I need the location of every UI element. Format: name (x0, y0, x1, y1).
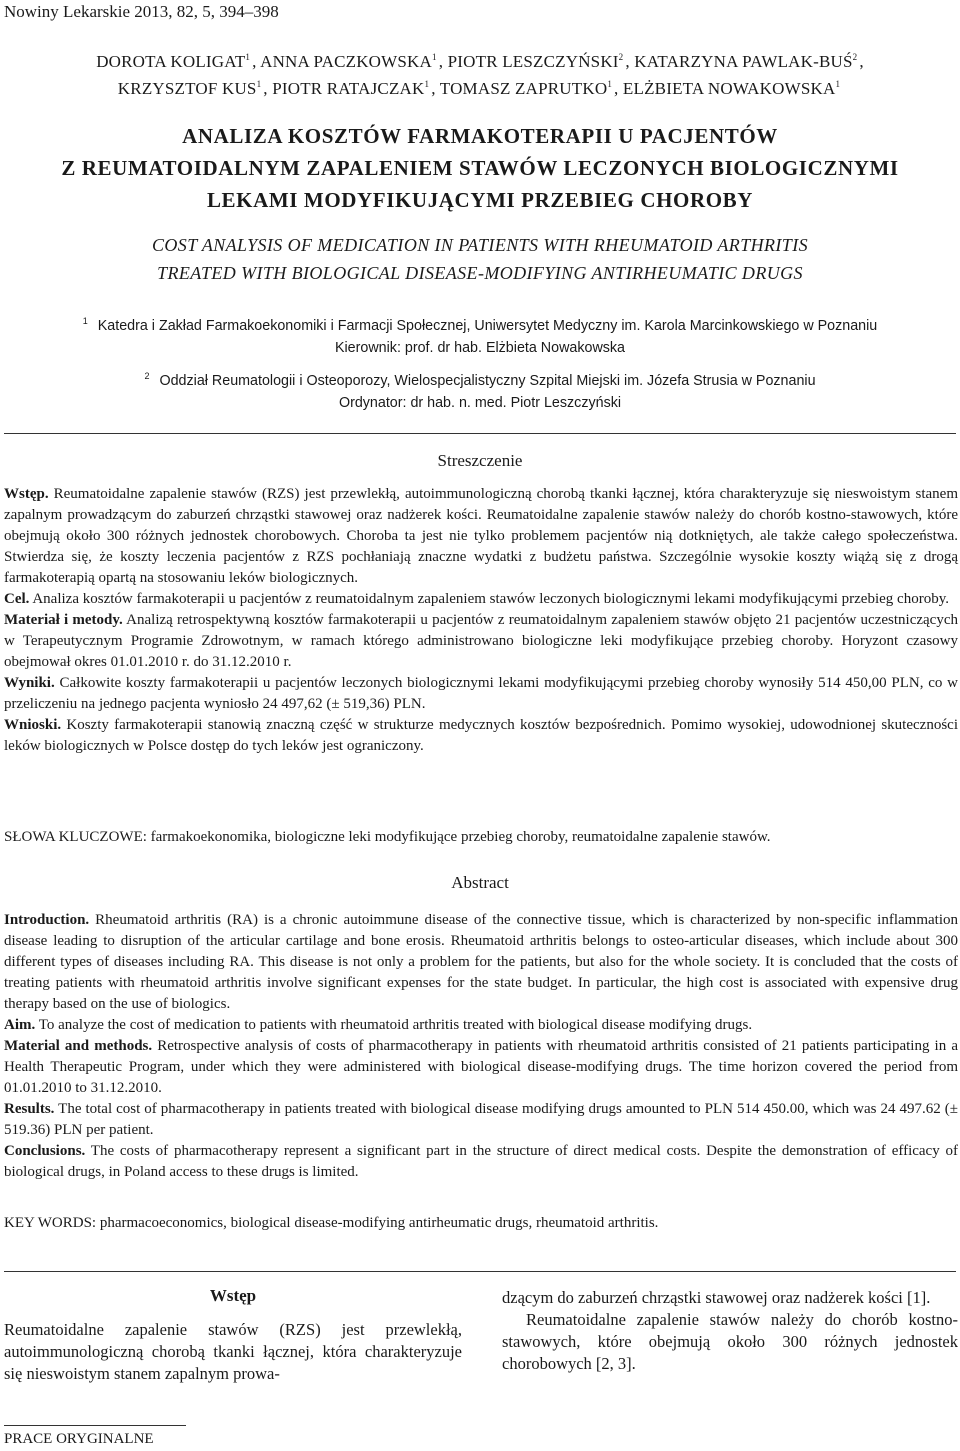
separator: , (625, 52, 635, 71)
title-line: COST ANALYSIS OF MEDICATION IN PATIENTS WITH RHEUMATOID ARTHRITIS (151, 235, 808, 255)
abstract-paragraph (4, 1015, 958, 1036)
author-name: PIOTR LESZCZYŃSKI (447, 52, 619, 71)
abstract-paragraph (4, 1141, 958, 1183)
streszczenie-body (4, 484, 958, 757)
paragraph-text: To analyze the cost of medication to patients with rheumatoid arthritis treated with biological disease modifying drugs. (35, 1017, 753, 1033)
title-polish (0, 120, 960, 216)
separator: , (263, 79, 273, 98)
author-line-2 (0, 71, 960, 102)
title-line: LEKAMI MODYFIKUJĄCYMI PRZEBIEG CHOROBY (206, 188, 754, 212)
title-line: TREATED WITH BIOLOGICAL DISEASE-MODIFYING ANTIRHEUMATIC DRUGS (157, 263, 803, 283)
body-right-column (502, 1287, 958, 1375)
divider (4, 1271, 956, 1272)
body-left-column (4, 1285, 462, 1385)
paragraph-text: Reumatoidalne zapalenie stawów (RZS) jest przewlekłą, autoimmunologiczną chorobą tkanki łącznej, która charakteryzuje się nieswoistym stanem zapalnym prowadzącym do zaburzeń chrząstki stawowej oraz nadżerek kości. Reumatoidalne zapalenie stawów należy do chorób kostno-stawowych, które obejmują około 300 różnych jednostek chorobowych. Choroba ta jest nie tylko problemem pacjentów nią dotkniętych, ale także całego społeczeństwa. Stwierdza się, że koszty leczenia pacjentów z RZS pochłaniają znaczne wydatki z budżetu państwa. Szczególnie wysokie koszty wiążą się z drogą farmakoterapią opartą na stosowaniu leków biologicznych. (4, 486, 958, 586)
journal-citation: Nowiny Lekarskie 2013, 82, 5, 394–398 (4, 2, 279, 21)
affiliation-marker: 1 (432, 52, 437, 62)
title-line: Z REUMATOIDALNYM ZAPALENIEM STAWÓW LECZONYCH BIOLOGICZNYMI (61, 156, 899, 180)
paragraph-label: Aim. (4, 1017, 36, 1033)
separator: , (438, 52, 448, 71)
paragraph-label: Results. (4, 1101, 55, 1117)
author-name: ANNA PACZKOWSKA (260, 52, 433, 71)
affiliation-2 (0, 365, 960, 414)
keywords-polish: SŁOWA KLUCZOWE: farmakoekonomika, biologiczne leki modyfikujące przebieg choroby, reumatoidalne zapalenie stawów. (4, 829, 771, 845)
author-name: KATARZYNA PAWLAK-BUŚ (634, 52, 853, 71)
paragraph-text: Retrospective analysis of costs of pharmacotherapy in patients with rheumatoid arthritis consisted of 21 patients participating in a Health Therapeutic Program, under which they were administered with biological disease-modifying drugs. The time horizon covered the period from 01.01.2010 to 31.12.2010. (4, 1038, 958, 1096)
paragraph-text: The total cost of pharmacotherapy in patients treated with biological disease modifying drugs amounted to PLN 514 450.00, which was 24 497.62 (± 519.36) PLN per patient. (4, 1101, 958, 1138)
paragraph-label: Cel. (4, 591, 30, 607)
abstract-body (4, 910, 958, 1183)
abstract-paragraph (4, 673, 958, 715)
abstract-heading: Abstract (451, 873, 509, 892)
affiliation-marker: 1 (256, 79, 262, 89)
abstract-paragraph (4, 1099, 958, 1141)
affiliation-marker: 1 (607, 79, 613, 89)
affiliation-marker: 2 (852, 52, 858, 62)
affiliation-marker: 2 (618, 52, 624, 62)
affiliation-marker: 1 (835, 79, 841, 89)
paragraph-label: Wnioski. (4, 717, 62, 733)
affiliation-number: 2 (144, 371, 150, 381)
footer-rule (4, 1425, 186, 1426)
abstract-paragraph (4, 715, 958, 757)
paragraph-label: Wyniki. (4, 675, 55, 691)
affiliation-marker: 1 (245, 52, 251, 62)
author-name: ELŻBIETA NOWAKOWSKA (622, 79, 836, 98)
paragraph-label: Wstęp. (4, 486, 49, 502)
author-name: TOMASZ ZAPRUTKO (439, 79, 608, 98)
divider (4, 433, 956, 434)
paragraph-text: Koszty farmakoterapii stanowią znaczną część w strukturze medycznych kosztów bezpośrednich. Pomimo wysokiej, udowodnionej skuteczności leków biologicznych w Polsce dostęp do tych leków jest ograniczony. (4, 717, 958, 754)
abstract-paragraph (4, 610, 958, 673)
affiliation-head: Kierownik: prof. dr hab. Elżbieta Nowakowska (334, 340, 626, 356)
paragraph-label: Introduction. (4, 912, 90, 928)
body-paragraph: Reumatoidalne zapalenie stawów należy do chorób kostno-stawowych, które obejmują około 300 różnych jednostek chorobowych [2, 3]. (502, 1310, 958, 1373)
separator: , (252, 52, 261, 71)
body-paragraph: dzącym do zaburzeń chrząstki stawowej oraz nadżerek kości [1]. (502, 1288, 931, 1307)
affiliation-name: Katedra i Zakład Farmakoekonomiki i Farmacji Społecznej, Uniwersytet Medyczny im. Karola Marcinkowskiego w Poznaniu (97, 318, 878, 334)
affiliation-marker: 1 (424, 79, 430, 89)
abstract-paragraph (4, 484, 958, 589)
separator: , (859, 52, 864, 71)
abstract-paragraph (4, 910, 958, 1015)
keywords-english: KEY WORDS: pharmacoeconomics, biological disease-modifying antirheumatic drugs, rheumatoid arthritis. (4, 1215, 659, 1231)
author-name: PIOTR RATAJCZAK (272, 79, 425, 98)
streszczenie-heading: Streszczenie (437, 451, 523, 470)
separator: , (431, 79, 440, 98)
author-name: DOROTA KOLIGAT (96, 52, 246, 71)
paragraph-text: Rheumatoid arthritis (RA) is a chronic autoimmune disease of the connective tissue, which is characterized by non-specific inflammation disease leading to disruption of the articular cartilage and bone erosis. Rheumatoid arthritis belongs to osteo-articular diseases, which include about 300 different types of diseases including RA. This disease is not only a problem for the patients, but also for the whole society. It is concluded that the costs of treating patients with rheumatoid arthritis involve significant expenses for the state budget. In particular, the high cost is associated with expensive drug therapy based on the use of biologics. (4, 912, 958, 1012)
affiliation-name: Oddział Reumatologii i Osteoporozy, Wielospecjalistyczny Szpital Miejski im. Józefa Strusia w Poznaniu (159, 373, 816, 389)
paragraph-text: Analizą retrospektywną kosztów farmakoterapii u pacjentów z reumatoidalnym zapaleniem stawów objęto 21 pacjentów uczestniczących w Terapeutycznym Programie Zdrowotnym, w ramach którego administrowano biologiczne leki modyfikujące przebieg choroby. Horyzont czasowy obejmował okres 01.01.2010 r. do 31.12.2010 r. (4, 612, 958, 670)
paragraph-label: Materiał i metody. (4, 612, 123, 628)
paragraph-text: Całkowite koszty farmakoterapii u pacjentów leczonych biologicznymi lekami modyfikującymi przebieg choroby wynosiły 514 450,00 PLN, co w przeliczeniu na jednego pacjenta wyniosło 24 497,62 (± 519,36) PLN. (4, 675, 958, 712)
abstract-paragraph (4, 1036, 958, 1099)
separator: , (614, 79, 623, 98)
paragraph-label: Material and methods. (4, 1038, 153, 1054)
section-heading-wstep: Wstęp (209, 1286, 257, 1305)
author-name: KRZYSZTOF KUS (117, 79, 257, 98)
body-paragraph: Reumatoidalne zapalenie stawów (RZS) jest przewlekłą, autoimmunologiczną chorobą tkanki łącznej, która charakteryzuje się nieswoistym stanem zapalnym prowa- (4, 1320, 462, 1383)
affiliation-number: 1 (82, 316, 88, 326)
paragraph-label: Conclusions. (4, 1143, 86, 1159)
article-type-label: PRACE ORYGINALNE (4, 1431, 154, 1447)
paragraph-text: Analiza kosztów farmakoterapii u pacjentów z reumatoidalnym zapaleniem stawów leczonych biologicznymi lekami modyfikującymi przebieg choroby. (29, 591, 949, 607)
title-english (0, 231, 960, 287)
affiliation-1 (0, 310, 960, 359)
title-line: ANALIZA KOSZTÓW FARMAKOTERAPII U PACJENTÓW (182, 124, 778, 148)
abstract-paragraph (4, 589, 958, 610)
affiliation-head: Ordynator: dr hab. n. med. Piotr Leszczyński (338, 395, 622, 411)
paragraph-text: The costs of pharmacotherapy represent a significant part in the structure of direct medical costs. Despite the demonstration of efficacy of biological drugs, in Poland access to these drugs is limited. (4, 1143, 958, 1180)
